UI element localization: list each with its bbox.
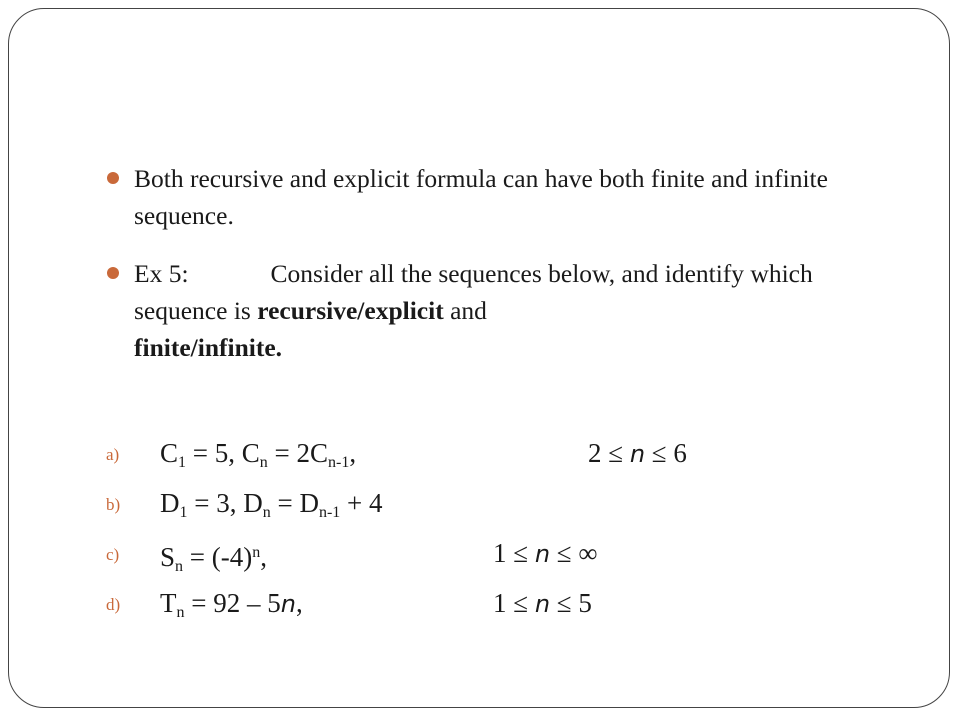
- sequence-formula: $D_1 = 3$, $D_n = D_{n-1} + 4$: [160, 488, 383, 521]
- bullet-text: Consider all the sequences below, and identify which sequence is: [134, 259, 813, 325]
- item-label: a): [106, 445, 120, 464]
- sequence-formula: $C_1 = 5$, $C_n = 2C_{n-1}$,: [160, 438, 357, 471]
- bullet-dot-icon: [107, 172, 119, 184]
- bullet-item-1: [134, 160, 894, 234]
- list-item-a: [106, 433, 726, 473]
- item-label: d): [106, 595, 121, 614]
- domain-range: 1 ≤ n ≤ 5: [493, 588, 592, 618]
- bullet-text: Both recursive and explicit formula can have both finite and infinite sequence.: [134, 164, 828, 230]
- sequence-formula: $S_n = (-4)^n$,: [160, 542, 267, 575]
- list-item-b: [106, 483, 726, 523]
- list-item-d: [106, 583, 726, 623]
- bold-term: finite/infinite.: [134, 333, 283, 362]
- bullet-dot-icon: [107, 267, 119, 279]
- bullet-text: and: [443, 296, 487, 325]
- item-label: c): [106, 545, 120, 564]
- item-label: b): [106, 495, 121, 514]
- domain-range: 2 ≤ n ≤ 6: [588, 438, 687, 468]
- bullet-item-2: [134, 255, 894, 366]
- example-label: Ex 5:: [134, 259, 189, 288]
- domain-range: 1 ≤ n ≤ ∞: [493, 538, 598, 568]
- bold-term: recursive/explicit: [257, 296, 444, 325]
- sequence-formula: $T_n = 92 - 5n$,: [160, 588, 303, 621]
- list-item-c: [106, 533, 726, 573]
